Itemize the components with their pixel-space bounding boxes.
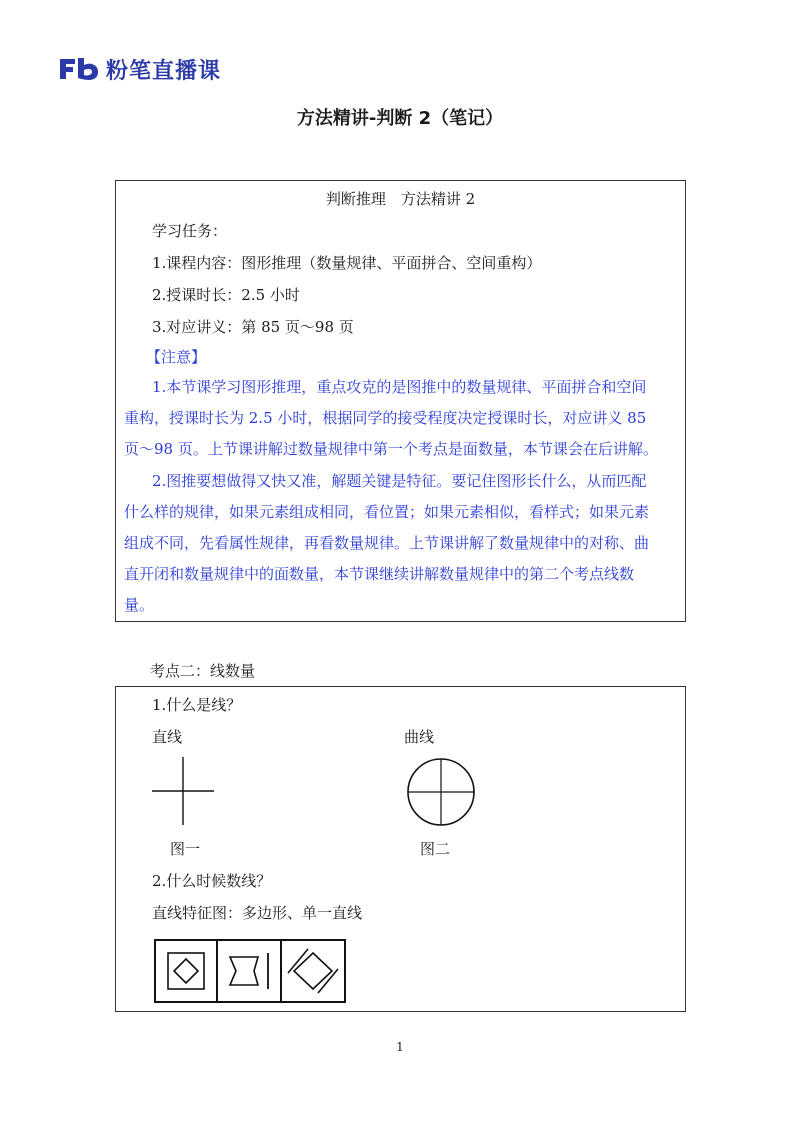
note-label: 【注意】 [146, 348, 207, 366]
question-when-count-lines: 2.什么时候数线？ [152, 872, 272, 890]
note-line: 什么样的规律，如果元素组成相同，看位置；如果元素相似，看样式；如果元素 [124, 503, 650, 521]
straight-line-label: 直线 [152, 728, 183, 746]
figure-two-caption: 图二 [420, 840, 451, 858]
note-line: 1.本节课学习图形推理，重点攻克的是图推中的数量规律、平面拼合和空间 [152, 378, 647, 396]
box-heading: 判断推理 方法精讲 2 [325, 190, 476, 208]
lesson-overview-box [115, 180, 686, 622]
straight-feature-text: 直线特征图：多边形、单一直线 [152, 904, 363, 922]
figure-one-cross [152, 757, 214, 825]
brand-name: 粉笔直播课 [106, 58, 222, 84]
page-number: 1 [396, 1040, 404, 1054]
figure-one-caption: 图一 [170, 840, 201, 858]
line-count-box [115, 686, 686, 1012]
task-label: 学习任务： [152, 222, 228, 240]
note-line: 重构，授课时长为 2.5 小时，根据同学的接受程度决定授课时长，对应讲义 85 [124, 409, 647, 427]
document-title: 方法精讲-判断 2（笔记） [296, 108, 504, 129]
fenbi-logo-icon [58, 56, 100, 82]
brand-logo [58, 54, 221, 84]
note-line: 2.图推要想做得又快又准，解题关键是特征。要记住图形长什么，从而匹配 [152, 472, 647, 490]
section-heading: 考点二：线数量 [150, 662, 256, 680]
curve-line-label: 曲线 [404, 728, 435, 746]
note-line: 直开闭和数量规律中的面数量，本节课继续讲解数量规律中的第二个考点线数 [124, 565, 635, 583]
feature-figure-row [154, 939, 346, 1003]
task-item-content: 1.课程内容：图形推理（数量规律、平面拼合、空间重构） [152, 254, 542, 272]
question-what-is-line: 1.什么是线？ [152, 696, 242, 714]
note-line: 组成不同，先看属性规律，再看数量规律。上节课讲解了数量规律中的对称、曲 [124, 534, 650, 552]
figure-two-circle [406, 757, 476, 827]
note-line: 量。 [124, 596, 155, 614]
note-line: 页～98 页。上节课讲解过数量规律中第一个考点是面数量，本节课会在后讲解。 [124, 440, 658, 458]
task-item-pages: 3.对应讲义：第 85 页～98 页 [152, 318, 354, 336]
task-item-duration: 2.授课时长：2.5 小时 [152, 286, 300, 304]
